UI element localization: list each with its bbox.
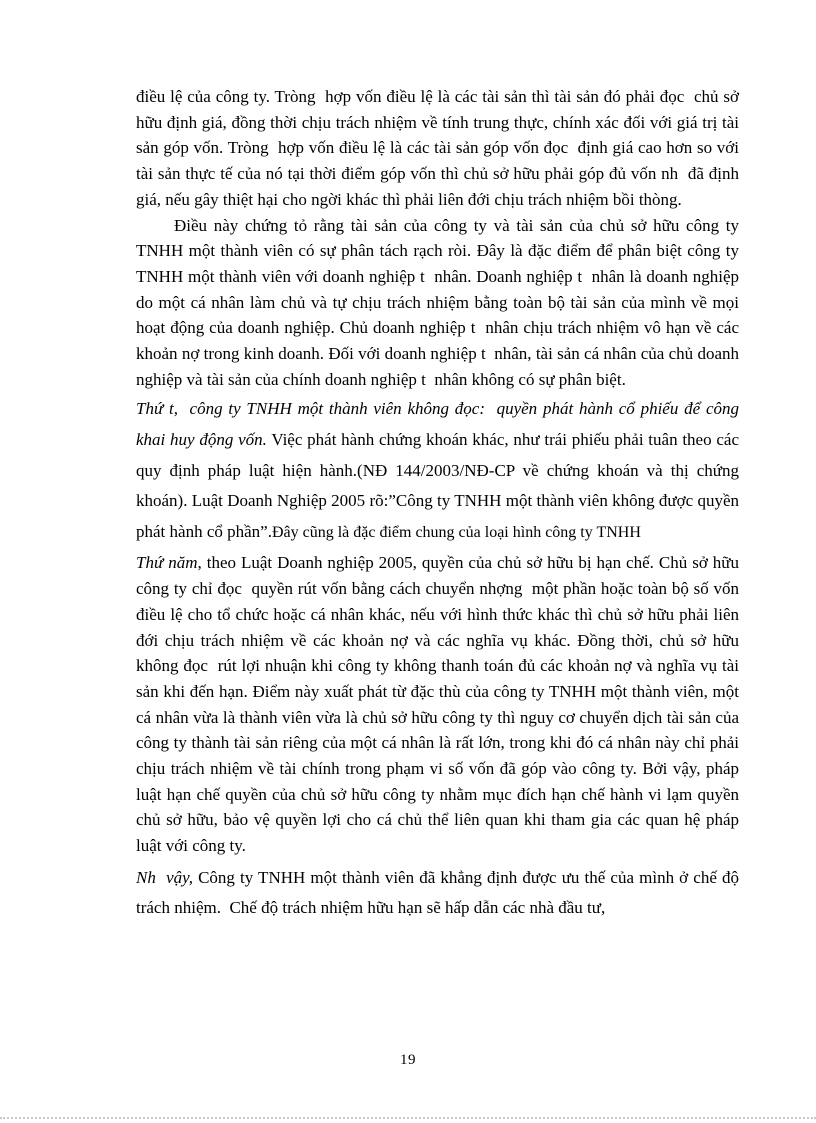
paragraph-conclusion (136, 863, 739, 924)
paragraph-thu-tu (136, 394, 739, 548)
paragraph-tail-text: Đây cũng là đặc điểm chung của loại hình công ty TNHH (271, 523, 641, 541)
paragraph-lead-italic: Thứ năm (136, 553, 198, 573)
paragraph-body-text: , theo Luật Doanh nghiệp 2005, quyền của chủ sở hữu bị hạn chế. Chủ sở hữu công ty chỉ đọc quyền rút vốn bằng cách chuyển nhợng một phần hoặc toàn bộ số vốn điều lệ cho tổ chức hoặc cá nhân khác, nếu với hình thức khác thì chủ sở hữu phải liên đới chịu trách nhiệm về các khoản nợ và các nghĩa vụ khác. Đồng thời, chủ sở hữu không đọc rút lợi nhuận khi công ty không thanh toán đủ các khoản nợ và nghĩa vụ tài sản khi đến hạn. Điểm này xuất phát từ đặc thù của công ty TNHH một thành viên, một cá nhân vừa là thành viên vừa là chủ sở hữu công ty thì nguy cơ chuyển dịch tài sản của công ty thành tài sản riêng của một cá nhân là rất lớn, trong khi đó cá nhân này chỉ phải chịu trách nhiệm về tài chính trong phạm vi số vốn đã góp vào công ty. Bởi vậy, pháp luật hạn chế quyền của chủ sở hữu công ty nhằm mục đích hạn chế hành vi lạm quyền chủ sở hữu, bảo vệ quyền lợi cho cá chủ thể liên quan khi tham gia các quan hệ pháp luật với công ty. (136, 553, 740, 856)
paragraph-body-text: Việc phát hành chứng khoán khác, như trái phiếu phải tuân theo các quy định pháp luật hiện hành.(NĐ 144/2003/NĐ-CP về chứng khoán và thị chứng khoán). Luật Doanh Nghiệp 2005 rõ:”Công ty TNHH một thành viên không được quyền phát hành cổ phần”. (136, 430, 739, 541)
page-bottom-edge (0, 1117, 816, 1119)
paragraph-continuation: điều lệ của công ty. Tròng hợp vốn điều lệ là các tài sản thì tài sản đó phải đọc chủ sở hữu định giá, đồng thời chịu trách nhiệm về tính trung thực, chính xác đối với giá trị tài sản góp vốn. Tròng hợp vốn điều lệ là các tài sản góp vốn đọc định giá cao hơn so với tài sản thực tế của nó tại thời điểm góp vốn thì chủ sở hữu phải góp đủ vốn nh đã định giá, nếu gây thiệt hại cho ngời khác thì phải liên đới chịu trách nhiệm bồi thòng. (136, 87, 739, 209)
paragraph-thu-nam (136, 550, 739, 858)
page-number: 19 (400, 1052, 416, 1068)
paragraph-asset-separation: Điều này chứng tỏ rằng tài sản của công ty và tài sản của chủ sở hữu công ty TNHH một thành viên có sự phân tách rạch ròi. Đây là đặc điểm để phân biệt công ty TNHH một thành viên với doanh nghiệp t nhân. Doanh nghiệp t nhân là doanh nghiệp do một cá nhân làm chủ và tự chịu trách nhiệm bằng toàn bộ tài sản của mình về mọi hoạt động của doanh nghiệp. Chủ doanh nghiệp t nhân chịu trách nhiệm vô hạn về các khoản nợ trong kinh doanh. Đối với doanh nghiệp t nhân, tài sản cá nhân của chủ doanh nghiệp và tài sản của chính doanh nghiệp t nhân không có sự phân biệt. (136, 215, 739, 389)
paragraph-lead-italic: Thứ t, công ty TNHH một thành viên không đọc: quyền phát hành cổ phiếu để công khai huy động vốn. (136, 399, 739, 450)
page-body-text (136, 84, 739, 924)
paragraph-body-text: Công ty TNHH một thành viên đã khẳng định được ưu thế của mình ở chế độ trách nhiệm. Chế độ trách nhiệm hữu hạn sẽ hấp dẫn các nhà đầu tư, (136, 867, 739, 918)
paragraph-lead-italic: Nh vậy, (136, 867, 193, 887)
